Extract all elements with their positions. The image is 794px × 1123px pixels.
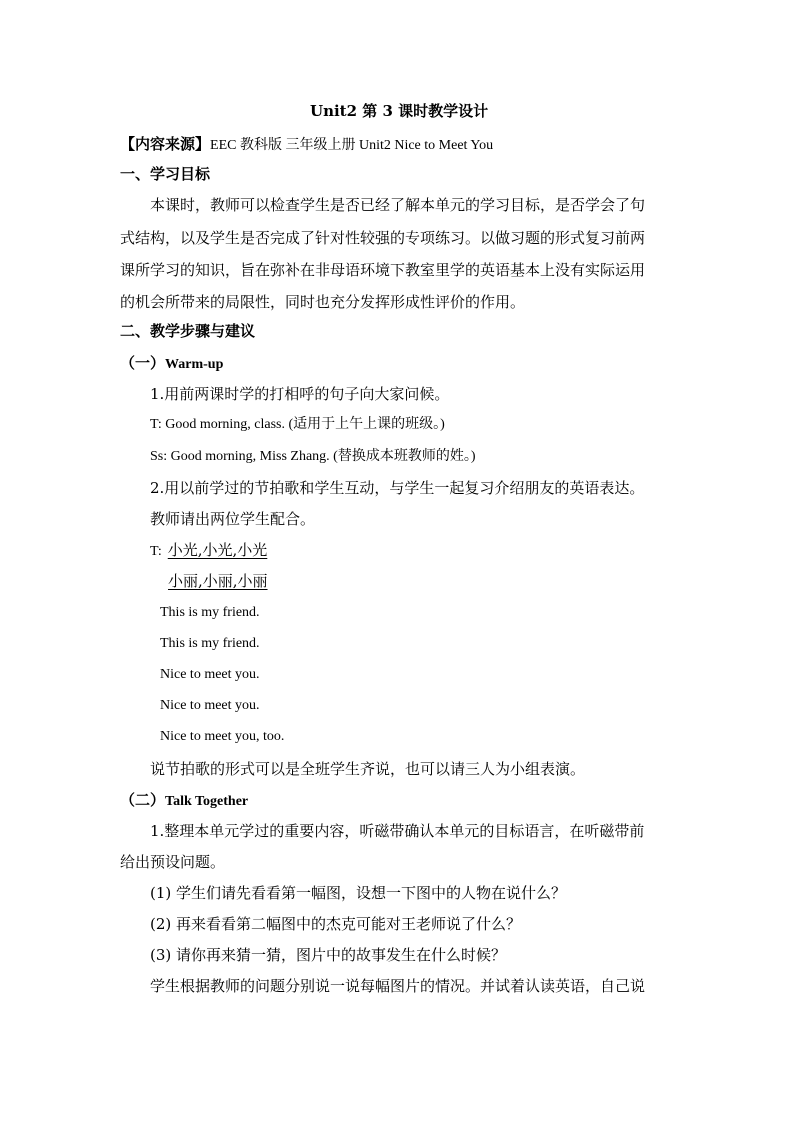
talk-together-heading-number: （二） — [120, 791, 166, 809]
chant-english-line-2: This is my friend. — [160, 636, 260, 651]
talk-item-1-line-2: 给出预设问题。 — [120, 853, 226, 871]
talk-together-heading — [120, 790, 248, 812]
warmup-teacher-line: T: Good morning, class. (适用于上午上课的班级。) — [150, 417, 445, 432]
warmup-heading-title: Warm-up — [165, 357, 224, 372]
chant-english-line-4: Nice to meet you. — [160, 698, 260, 713]
warmup-heading-number: （一） — [120, 354, 166, 372]
warmup-item-2-line-2: 教师请出两位学生配合。 — [150, 510, 316, 528]
question-3: (3) 请你再来猜一猜，图片中的故事发生在什么时候？ — [150, 946, 507, 964]
talk-together-heading-title: Talk Together — [165, 794, 249, 809]
section-1-paragraph-line-3: 课所学习的知识，旨在弥补在非母语环境下教室里学的英语基本上没有实际运用 — [120, 261, 646, 279]
section-1-heading: 一、学习目标 — [120, 165, 211, 183]
section-2-heading: 二、教学步骤与建议 — [120, 322, 256, 340]
talk-last-line: 学生根据教师的问题分别说一说每幅图片的情况。并试着认读英语，自己说 — [150, 977, 646, 995]
warmup-heading — [120, 353, 223, 375]
content-source-text: EEC 教科版 三年级上册 Unit2 Nice to Meet You — [210, 138, 494, 153]
section-1-paragraph-line-4: 的机会所带来的局限性，同时也充分发挥形成性评价的作用。 — [120, 293, 526, 311]
warmup-note: 说节拍歌的形式可以是全班学生齐说，也可以请三人为小组表演。 — [150, 760, 586, 778]
chant-name-xiaoguang: 小光,小光,小光 — [167, 541, 268, 559]
talk-item-1-line-1: 1.整理本单元学过的重要内容，听磁带确认本单元的目标语言，在听磁带前 — [150, 822, 645, 840]
question-1: (1) 学生们请先看看第一幅图，设想一下图中的人物在说什么？ — [150, 884, 567, 902]
document-title: Unit2 第 3 课时教学设计 — [310, 102, 489, 120]
chant-line-1 — [150, 540, 267, 562]
section-1-paragraph-line-2: 式结构，以及学生是否完成了针对性较强的专项练习。以做习题的形式复习前两 — [120, 229, 646, 247]
content-source-label: 【内容来源】 — [120, 135, 211, 153]
warmup-item-1: 1.用前两课时学的打相呼的句子向大家问候。 — [150, 385, 450, 403]
chant-teacher-label: T: — [150, 544, 162, 559]
chant-english-line-1: This is my friend. — [160, 605, 260, 620]
warmup-students-line: Ss: Good morning, Miss Zhang. (替换成本班教师的姓。) — [150, 449, 476, 464]
chant-name-xiaoli: 小丽,小丽,小丽 — [168, 572, 268, 590]
question-2: (2) 再来看看第二幅图中的杰克可能对王老师说了什么？ — [150, 915, 522, 933]
chant-english-line-5: Nice to meet you, too. — [160, 729, 285, 744]
section-1-paragraph-line-1: 本课时，教师可以检查学生是否已经了解本单元的学习目标，是否学会了句 — [150, 196, 646, 214]
warmup-item-2-line-1: 2.用以前学过的节拍歌和学生互动，与学生一起复习介绍朋友的英语表达。 — [150, 479, 645, 497]
content-source — [120, 134, 493, 156]
chant-english-line-3: Nice to meet you. — [160, 667, 260, 682]
